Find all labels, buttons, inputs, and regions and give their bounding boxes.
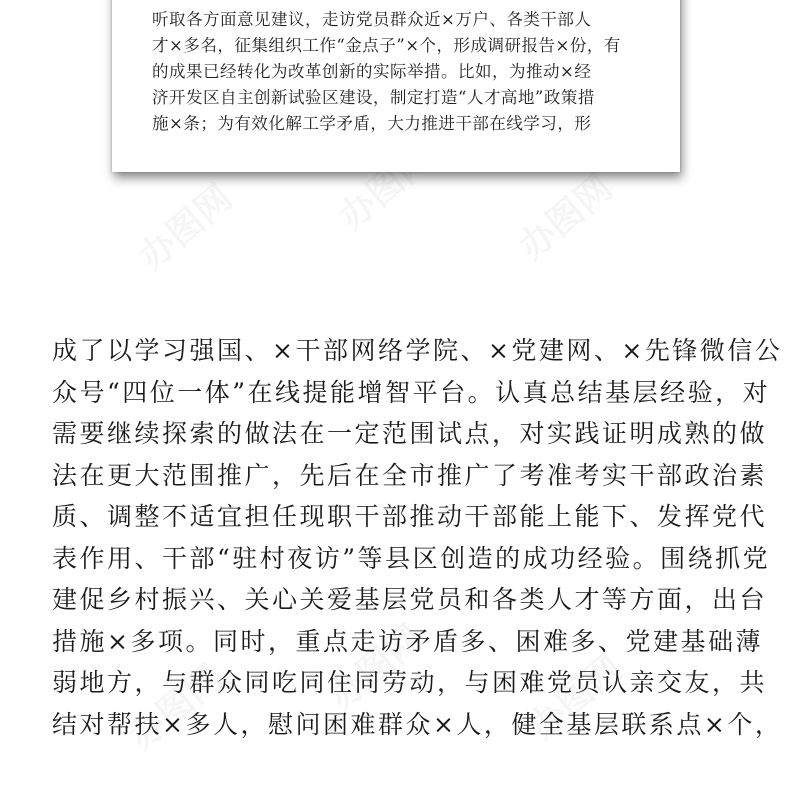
watermark: 办图网: [121, 657, 231, 759]
card-text-line: 才×多名，征集组织工作“金点子”×个，形成调研报告×份，有: [152, 36, 621, 55]
body-text-line: 法在更大范围推广，先后在全市推广了考准考实干部政治素: [52, 460, 768, 490]
card-text-line: 的成果已经转化为改革创新的实际举措。比如，为推动×经: [152, 62, 592, 81]
body-text-line: 弱地方，与群众同吃同住同劳动，与困难党员认亲交友，共: [52, 668, 768, 697]
watermark: 办图网: [321, 617, 431, 719]
card-text-line: 济开发区自主创新试验区建设，制定打造“人才高地”政策措: [152, 88, 595, 107]
watermark: 办图网: [521, 647, 631, 749]
watermark: 办图网: [511, 167, 621, 269]
card-text-line: 听取各方面意见建议，走访党员群众近×万户、各类干部人: [152, 10, 592, 29]
body-text-line: 建促乡村振兴、关心关爱基层党员和各类人才等方面，出台: [52, 585, 768, 614]
body-text-line: 成了以学习强国、×干部网络学院、×党建网、×先锋微信公: [52, 336, 783, 365]
card-text-line: 施×条；为有效化解工学矛盾，大力推进干部在线学习，形: [152, 114, 592, 133]
watermark: 办图网: [331, 137, 441, 239]
watermark: 办图网: [131, 177, 241, 279]
body-text-line: 质、调整不适宜担任现职干部推动干部能上能下、发挥党代: [52, 502, 768, 531]
document-page-card: [112, 0, 680, 172]
body-text-line: 表作用、干部“驻村夜访”等县区创造的成功经验。围绕抓党: [52, 543, 771, 573]
body-text-line: 措施×多项。同时，重点走访矛盾多、困难多、党建基础薄: [52, 626, 763, 656]
body-text-line: 需要继续探索的做法在一定范围试点，对实践证明成熟的做: [52, 419, 768, 448]
body-text-line: 众号“四位一体”在线提能增智平台。认真总结基层经验，对: [52, 377, 771, 407]
body-paragraph: [52, 330, 783, 745]
body-text-line: 结对帮扶×多人，慰问困难群众×人，健全基层联系点×个，: [52, 709, 783, 739]
